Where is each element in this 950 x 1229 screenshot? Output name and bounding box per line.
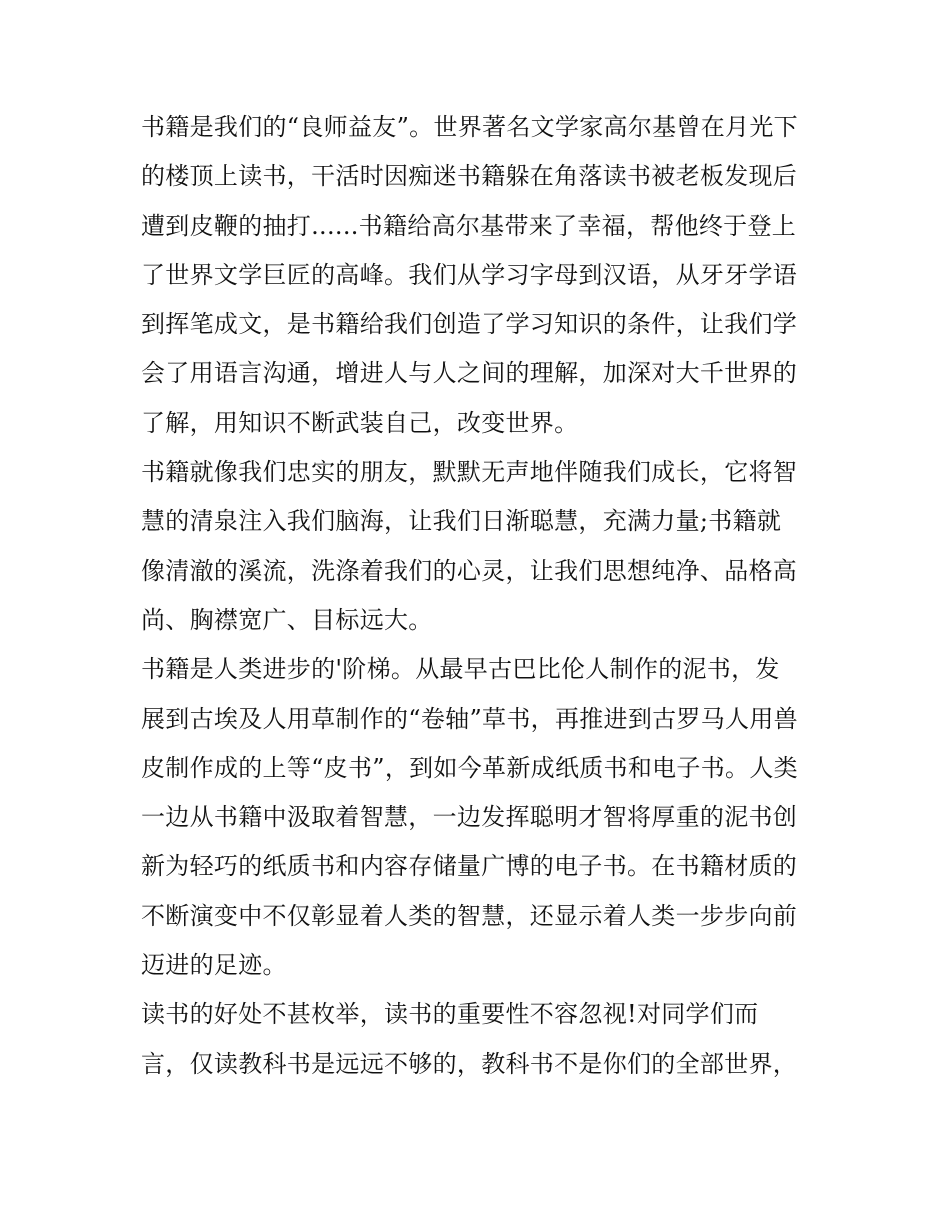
text-line: 一边从书籍中汲取着智慧，一边发挥聪明才智将厚重的泥书创 [141,803,798,832]
text-line: 了解，用知识不断武装自己，改变世界。 [141,408,579,437]
text-line: 的楼顶上读书，干活时因痴迷书籍躲在角落读书被老板发现后 [141,162,798,191]
text-line: 书籍是我们的“良师益友”。世界著名文学家高尔基曾在月光下 [141,113,798,141]
document-body [141,103,813,1089]
text-line: 言，仅读教科书是远远不够的，教科书不是你们的全部世界， [141,1049,798,1078]
text-line: 书籍就像我们忠实的朋友，默默无声地伴随我们成长，它将智 [141,458,798,487]
text-line: 尚、胸襟宽广、目标远大。 [141,605,433,634]
text-line: 遭到皮鞭的抽打......书籍给高尔基带来了幸福，帮他终于登上 [141,211,797,240]
text-line: 新为轻巧的纸质书和内容存储量广博的电子书。在书籍材质的 [141,852,798,881]
text-line: 不断演变中不仅彰显着人类的智慧，还显示着人类一步步向前 [141,901,798,930]
text-line: 读书的好处不甚枚举，读书的重要性不容忽视!对同学们而 [141,1000,759,1029]
text-line: 慧的清泉注入我们脑海，让我们日渐聪慧，充满力量;书籍就 [141,507,782,536]
text-line: 会了用语言沟通，增进人与人之间的理解，加深对大千世界的 [141,359,798,388]
text-line: 了世界文学巨匠的高峰。我们从学习字母到汉语，从牙牙学语 [141,260,798,289]
text-line: 到挥笔成文，是书籍给我们创造了学习知识的条件，让我们学 [141,310,798,339]
text-line: 书籍是人类进步的'阶梯。从最早古巴比伦人制作的泥书，发 [141,655,780,684]
text-line: 皮制作成的上等“皮书”，到如今革新成纸质书和电子书。人类 [141,753,798,782]
text-line: 展到古埃及人用草制作的“卷轴”草书，再推进到古罗马人用兽 [141,704,798,733]
text-line: 像清澈的溪流，洗涤着我们的心灵，让我们思想纯净、品格高 [141,556,798,585]
text-line: 迈进的足迹。 [141,951,287,980]
